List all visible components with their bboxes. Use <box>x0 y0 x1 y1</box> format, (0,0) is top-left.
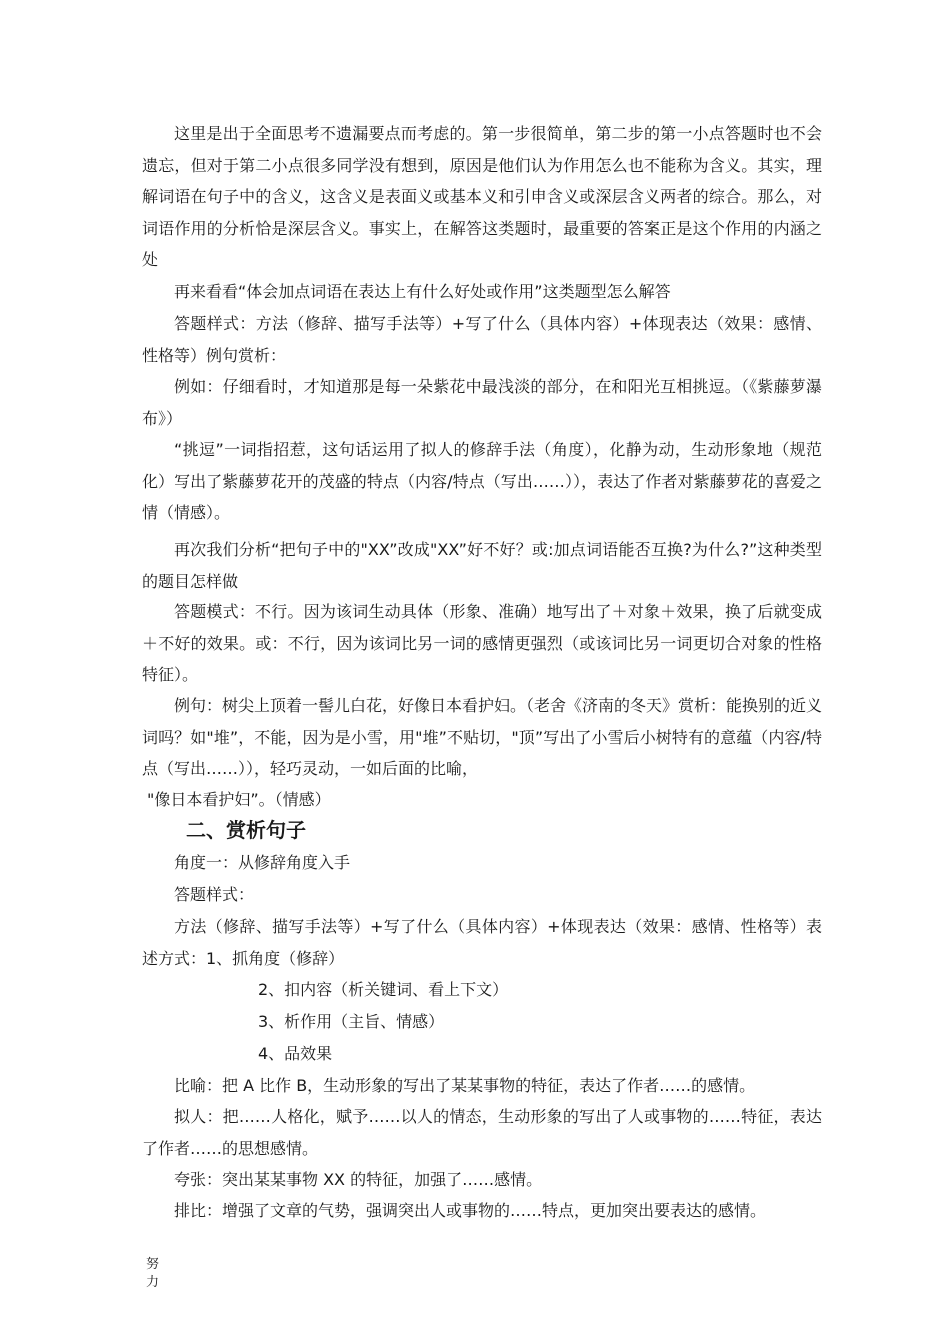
rhetoric-metaphor: 比喻：把 A 比作 B，生动形象的写出了某某事物的特征，表达了作者……的感情。 <box>174 1076 756 1095</box>
paragraph-analysis-intro: 这里是出于全面思考不遗漏要点而考虑的。第一步很简单，第二步的第一小点答题时也不会遗忘，但对于第二小点很多同学没有想到，原因是他们认为作用怎么也不能称为含义。其实，理解词语在句子中的含义，这含义是表面义或基本义和引申含义或深层含义两者的综合。那么，对词语作用的分析恰是深层含义。事实上，在解答这类题时，最重要的答案正是这个作用的内涵之处 <box>142 124 822 269</box>
paragraph-question-type-2: 再次我们分析“把句子中的"XX”改成"XX”好不好？或:加点词语能否互换?为什么?”这种类型的题目怎样做 <box>142 540 822 591</box>
paragraph-example-2: 例句：树尖上顶着一髻儿白花，好像日本看护妇。（老舍《济南的冬天》赏析：能换别的近义词吗？如"堆”，不能，因为是小雪，用"堆”不贴切，"顶”写出了小雪后小树特有的意蕴（内容/特点（写出……）），轻巧灵动，一如后面的比喻， <box>142 696 823 778</box>
answer-style-label: 答题样式： <box>174 885 255 904</box>
rhetoric-hyperbole: 夸张：突出某某事物 XX 的特征，加强了……感情。 <box>174 1170 543 1189</box>
paragraph-example-2-end: "像日本看护妇”。（情感） <box>147 790 331 809</box>
rhetoric-parallelism: 排比：增强了文章的气势，强调突出人或事物的……特点，更加突出要表达的感情。 <box>174 1201 767 1220</box>
method-list-item-4: 4、品效果 <box>258 1044 333 1063</box>
paragraph-answer-format-1: 答题样式：方法（修辞、描写手法等）+写了什么（具体内容）+体现表达（效果：感情、性格等）例句赏析： <box>142 314 822 365</box>
section-heading: 二、赏析句子 <box>186 818 306 842</box>
answer-style-body: 方法（修辞、描写手法等）+写了什么（具体内容）+体现表达（效果：感情、性格等）表述方式：1、抓角度（修辞） <box>142 917 822 968</box>
method-list-item-3: 3、析作用（主旨、情感） <box>258 1012 445 1031</box>
rhetoric-personification: 拟人：把……人格化，赋予……以人的情态，生动形象的写出了人或事物的……特征，表达了作者……的思想感情。 <box>142 1107 822 1158</box>
method-list-item-2: 2、扣内容（析关键词、看上下文） <box>258 980 509 999</box>
paragraph-answer-format-2: 答题模式：不行。因为该词生动具体（形象、准确）地写出了＋对象＋效果，换了后就变成＋不好的效果。或：不行，因为该词比另一词的感情更强烈（或该词比另一词更切合对象的性格特征）。 <box>142 602 822 684</box>
footer-mark: 努力 <box>146 1257 160 1290</box>
angle-one-label: 角度一：从修辞角度入手 <box>174 853 351 872</box>
paragraph-example-analysis-1: “挑逗”一词指招惹，这句话运用了拟人的修辞手法（角度），化静为动，生动形象地（规范化）写出了紫藤萝花开的茂盛的特点（内容/特点（写出……）），表达了作者对紫藤萝花的喜爱之情（情感）。 <box>142 440 822 522</box>
paragraph-question-type-1: 再来看看“体会加点词语在表达上有什么好处或作用”这类题型怎么解答 <box>174 282 671 301</box>
paragraph-example-1: 例如：仔细看时，才知道那是每一朵紫花中最浅淡的部分，在和阳光互相挑逗。（《紫藤萝瀑布》） <box>142 377 822 428</box>
